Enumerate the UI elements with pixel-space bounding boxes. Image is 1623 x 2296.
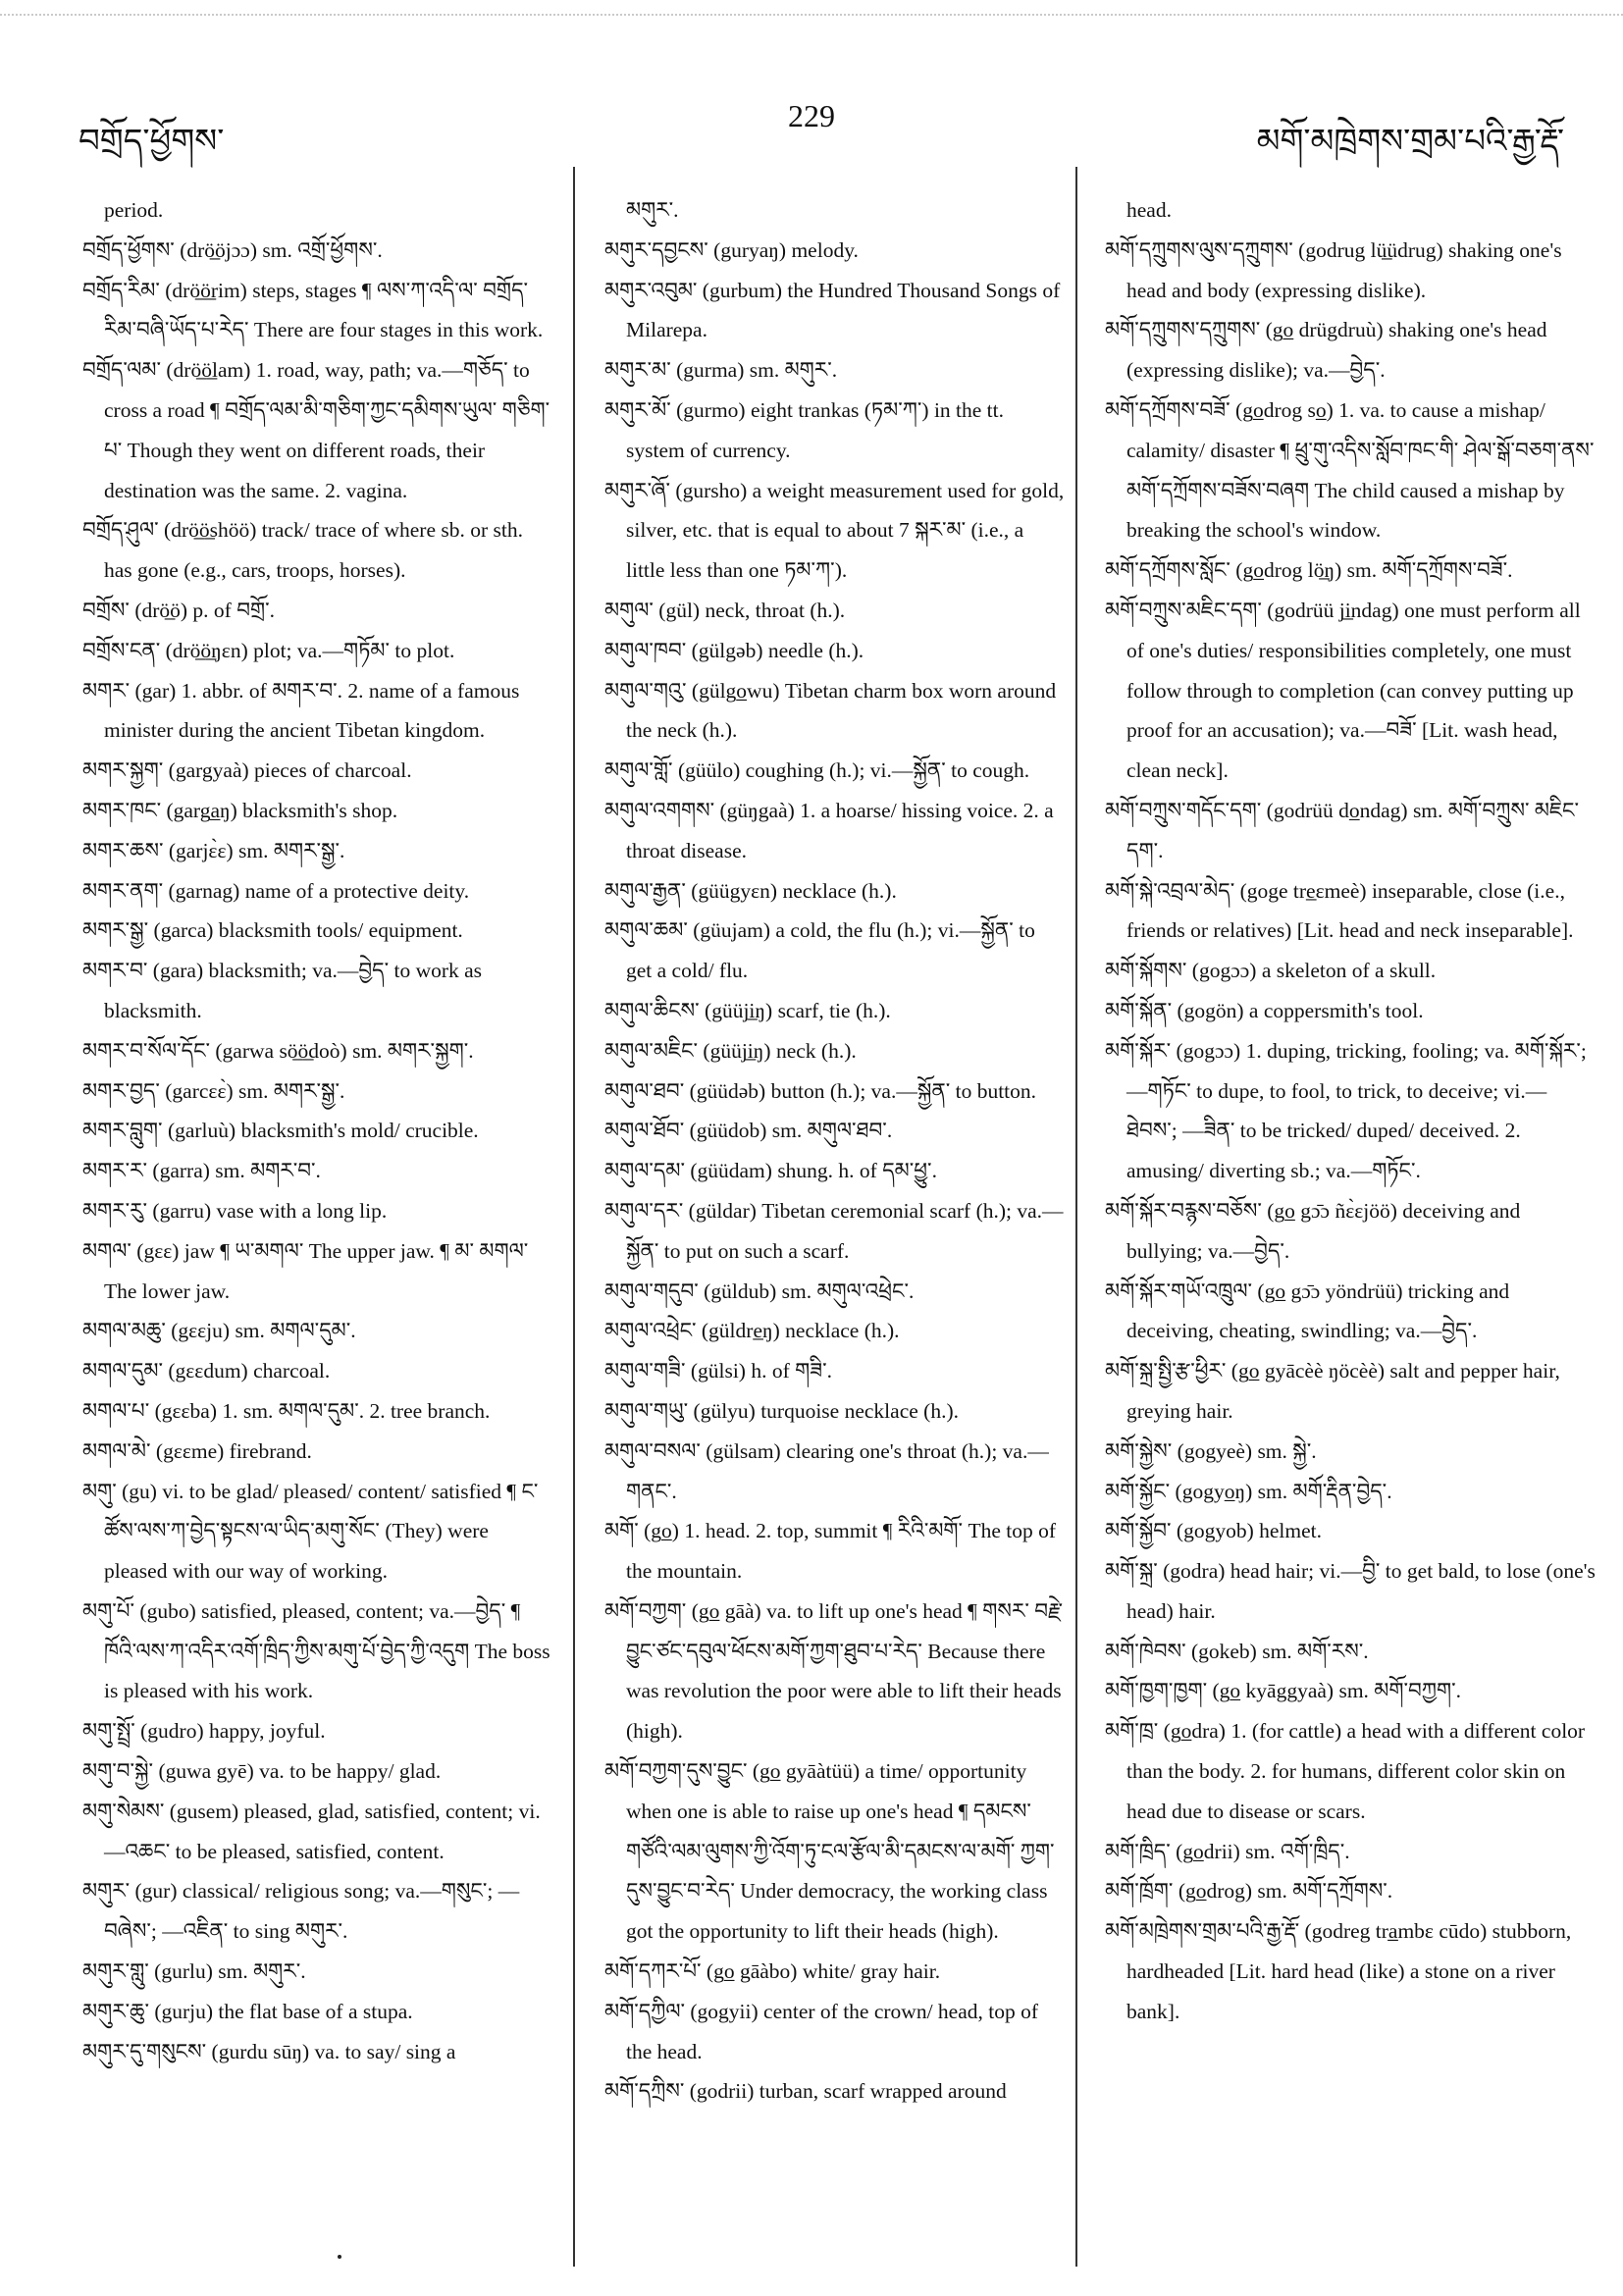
dictionary-entry: མགུལ་རྒྱན་ (güügyɛn) necklace (h.). [604, 878, 897, 903]
dictionary-entry: མགར་བ་ (gara) blacksmith; va.—བྱེད་ to work as blacksmith. [82, 959, 483, 1022]
dictionary-entry: མགར་སྐྱག་ (gargyaà) pieces of charcoal. [82, 758, 412, 783]
dictionary-entry: མགུར་དུ་གསུངས་ (gurdu sūŋ) va. to say/ sing a [82, 2039, 456, 2063]
dictionary-entry: མགོ་བཀྱག་ (go̲ gāà) va. to lift up one's head ¶ གསར་ བརྗེ་བྱུང་ཙང་དབུལ་ཕོངས་མགོ་ཀྱག་ཐུབ་པ་རེད་ Because there was revolution the poor were able to lift their heads (high). [604, 1598, 1064, 1744]
dictionary-entry: མགོ་ཁྱག་ཁྱག་ (go̲ kyāggyaà) sm. མགོ་བཀྱག་. [1105, 1679, 1461, 1703]
dictionary-entry: བགྲོད་ཕྱོགས་ (drö̲öjɔɔ) sm. འགྲོ་ཕྱོགས་. [82, 237, 383, 262]
dictionary-entry: མགལ་མཆུ་ (gɛɛju) sm. མགལ་དུམ་. [82, 1319, 356, 1343]
page-number: 229 [788, 98, 835, 133]
dictionary-entry: མགུལ་ཆམ་ (güujam) a cold, the flu (h.); vi.—སྐྱོན་ to get a cold/ flu. [604, 918, 1035, 983]
running-head-right: མགོ་མཁྲེགས་གྲམ་པའི་རྒྱ་རྡོ་ [1256, 124, 1564, 160]
scan-speck [338, 2255, 341, 2259]
dictionary-entry: མགལ་ (gɛɛ) jaw ¶ ཡ་མགལ་ The upper jaw. ¶ མ་ མགལ་ The lower jaw. [82, 1238, 529, 1303]
dictionary-entry: མགུལ་ (gül) neck, throat (h.). [604, 598, 846, 622]
dictionary-entry: མགོ་དཀྲིས་ (godrii) turban, scarf wrapped around [604, 2079, 1007, 2104]
dictionary-column-1 [82, 190, 553, 2071]
dictionary-entry: མགོ་བཀྲུས་གདོང་དག་ (godrüü do̲ndag) sm. མགོ་བཀྲུས་ མཇིང་དག་. [1105, 798, 1579, 862]
dictionary-entry: མགོ་དཀྲུགས་དཀྲུགས་ (go̲ drügdruù) shaking one's head (expressing dislike); va.—བྱེད་. [1105, 318, 1547, 383]
dictionary-entry: མགོ་སྐོགས་ (gogɔɔ) a skeleton of a skull. [1105, 959, 1437, 983]
dictionary-entry: མགུ་བ་སྐྱེ་ (guwa gyē) va. to be happy/ glad. [82, 1759, 442, 1784]
dictionary-entry: མགུར་ཆུ་ (gurju) the flat base of a stupa. [82, 1999, 413, 2023]
dictionary-entry: མགར་ནག་ (garnag) name of a protective deity. [82, 878, 470, 903]
entry-continuation: period. [104, 198, 164, 222]
dictionary-entry: མགུལ་འཕྲེང་ (güldre̲ŋ) necklace (h.). [604, 1319, 900, 1343]
dictionary-entry: མགུར་འབུམ་ (gurbum) the Hundred Thousand Songs of Milarepa. [604, 278, 1061, 342]
dictionary-entry: མགོ་དཀྲོགས་བཟོ་ (go̲drog so̲) 1. va. to cause a mishap/ calamity/ disaster ¶ ཕྲུ་གུ་འདིས་སློབ་ཁང་གི་ ཤེལ་སྒོ་བཅག་ནས་མགོ་དཀྲོགས་བཟོས་བཞག The child caused a mishap by breaking the school's window. [1105, 397, 1595, 543]
dictionary-entry: མགར་སྒྱ་ (garca) blacksmith tools/ equipment. [82, 918, 463, 943]
dictionary-entry: མགོ་ཁྲོག་ (go̲drog) sm. མགོ་དཀྲོགས་. [1105, 1879, 1393, 1904]
dictionary-entry: མགོ་བཀྱག་དུས་བྱུང་ (go̲ gyāàtüü) a time/ opportunity when one is able to raise up one's head ¶ དམངས་ གཙོའི་ལམ་ལུགས་ཀྱི་འོག་ཏུ་ངལ་རྩོལ་མི་དམངས་ལ་མགོ་ ཀྱག་དུས་བྱུང་བ་རེད་ Under democracy, the working class got the opportunity to lift their heads (high). [604, 1759, 1055, 1944]
dictionary-entry: མགུལ་ཐོབ་ (güüdob) sm. མགུལ་ཐབ་. [604, 1119, 893, 1143]
entry-continuation: head. [1126, 198, 1172, 222]
dictionary-entry: མགོ་སྐེ་འབྲལ་མེད་ (goge tre̲ɛmeè) inseparable, close (i.e., friends or relatives) [Lit. head and neck inseparable]. [1105, 878, 1574, 943]
dictionary-entry: མགུལ་གཡུ་ (gülyu) turquoise necklace (h.). [604, 1398, 959, 1423]
dictionary-entry: མགོ་སྐྱོབ་ (gogyob) helmet. [1105, 1519, 1323, 1543]
dictionary-entry: མགོ་སྐྱེས་ (gogyeè) sm. སྐྱེ་. [1105, 1438, 1317, 1463]
dictionary-entry: མགུར་མ་ (gurma) sm. མགུར་. [604, 358, 838, 383]
dictionary-entry: མགོ་སྐོར་ (gogɔɔ) 1. duping, tricking, fooling; va. མགོ་སྐོར་; —གཏོང་ to dupe, to fool, to trick, to deceive; vi.—ཐེབས་; —ཟིན་ to be tricked/ duped/ deceived. 2. amusing/ diverting sb.; va.—གཏོང་. [1105, 1038, 1587, 1183]
dictionary-entry: མགུལ་ཁབ་ (gülgəb) needle (h.). [604, 638, 864, 662]
column-divider [573, 167, 575, 2267]
dictionary-entry: མགར་ཁང་ (garga̲ŋ) blacksmith's shop. [82, 798, 398, 822]
dictionary-entry: བགྲོས་ (drö̲ö) p. of བགྲོ་. [82, 598, 276, 622]
dictionary-entry: མགུ་པོ་ (gubo) satisfied, pleased, content; va.—བྱེད་ ¶ ཁོའི་ལས་ཀ་འདིར་འགོ་ཁྲིད་ཀྱིས་མགུ་པོ་བྱེད་ཀྱི་འདུག The boss is pleased with his work. [82, 1598, 550, 1703]
dictionary-entry: མགོ་སྐོན་ (gogön) a coppersmith's tool. [1105, 998, 1424, 1022]
dictionary-column-3 [1105, 190, 1596, 2032]
dictionary-entry: མགོ་ཁྲ་ (go̲dra) 1. (for cattle) a head with a different color than the body. 2. for humans, different color skin on head due to disease or scars. [1105, 1719, 1586, 1823]
dictionary-entry: མགུལ་གའུ་ (gülgo̲wu) Tibetan charm box worn around the neck (h.). [604, 678, 1057, 743]
dictionary-entry: མགར་རུ་ (garru) vase with a long lip. [82, 1198, 388, 1223]
dictionary-entry: མགུ་ (gu) vi. to be glad/ pleased/ content/ satisfied ¶ ང་ཚོས་ལས་ཀ་བྱེད་སྟངས་ལ་ཡིད་མགུ་སོང་ (They) were pleased with our way of working. [82, 1479, 539, 1584]
column-divider [1075, 167, 1077, 2267]
dictionary-entry: མགུལ་གདུབ་ (güldub) sm. མགུལ་འཕྲེང་. [604, 1278, 915, 1303]
dictionary-entry: མགུལ་མཇིང་ (güüji̲ŋ) neck (h.). [604, 1038, 857, 1063]
dictionary-entry: མགར་བླུག་ (garluù) blacksmith's mold/ crucible. [82, 1119, 479, 1143]
dictionary-entry: མགོ་ (go̲) 1. head. 2. top, summit ¶ རིའི་མགོ་ The top of the mountain. [604, 1519, 1057, 1584]
entry-continuation: མགུར་. [626, 198, 679, 222]
dictionary-entry: མགོ་དཀར་པོ་ (go̲ gāàbo) white/ gray hair. [604, 1959, 941, 1984]
dictionary-entry: མགུལ་དམ་ (güüdam) shung. h. of དམ་ཕྱུ་. [604, 1159, 937, 1183]
dictionary-entry: མགུལ་དར་ (güldar) Tibetan ceremonial scarf (h.); va.—སྐྱོན་ to put on such a scarf. [604, 1198, 1064, 1263]
dictionary-entry: མགུར་ཞོ་ (gursho) a weight measurement used for gold, silver, etc. that is equal to about 7 སྐར་མ་ (i.e., a little less than one ཏམ་ཀ་). [604, 478, 1065, 583]
dictionary-entry: མགོ་སྐྲ་ (godra) head hair; vi.—བྱི་ to get bald, to lose (one's head) hair. [1105, 1559, 1596, 1623]
dictionary-entry: མགོ་སྐྲ་སྤྱི་རྩ་ཕྱིར་ (go̲ gyācèè ŋöcèè) salt and pepper hair, greying hair. [1105, 1359, 1560, 1423]
dictionary-entry: མགུལ་བསལ་ (gülsam) clearing one's throat (h.); va.—གནང་. [604, 1438, 1049, 1503]
dictionary-entry: མགོ་སྐོར་གཡོ་འཁྲུལ་ (go̲ gɔ̄ɔ yöndrüü) tricking and deceiving, cheating, swindling; va.—བྱེད་. [1105, 1278, 1510, 1343]
dictionary-entry: མགོ་ཁེབས་ (gokeb) sm. མགོ་རས་. [1105, 1639, 1369, 1663]
dictionary-entry: བགྲོད་ཤུལ་ (drö̲ö̲shöö) track/ trace of where sb. or sth. has gone (e.g., cars, troops, horses). [82, 518, 524, 583]
dictionary-entry: མགུལ་ཐབ་ (güüdəb) button (h.); va.—སྐྱོན་ to button. [604, 1078, 1037, 1103]
dictionary-entry: མགར་བྱད་ (garcɛɛ̀) sm. མགར་སྒྱ་. [82, 1078, 345, 1103]
dictionary-entry: མགར་ཆས་ (garjɛ̀ɛ) sm. མགར་སྒྱ་. [82, 838, 345, 862]
dictionary-entry: མགུལ་འགགས་ (güŋgaà) 1. a hoarse/ hissing voice. 2. a throat disease. [604, 798, 1054, 862]
dictionary-entry: མགུལ་གློ་ (güülo) coughing (h.); vi.—སྐྱོན་ to cough. [604, 758, 1030, 783]
dictionary-entry: བགྲོད་ལམ་ (drö̲ö̲lam) 1. road, way, path; va.—གཅོད་ to cross a road ¶ བགྲོད་ལམ་མི་གཅིག་ཀྱང་དམིགས་ཡུལ་ གཅིག་པ་ Though they went on different roads, their destination was the same. 2. vagina. [82, 358, 550, 502]
scan-top-edge [0, 0, 1623, 16]
dictionary-entry: མགོ་མཁྲེགས་གྲམ་པའི་རྒྱ་རྡོ་ (godreg tra̲mbɛ cūdo) stubborn, hardheaded [Lit. hard head (like) a stone on a river bank]. [1105, 1919, 1572, 2023]
dictionary-entry: མགར་ (gar) 1. abbr. of མགར་བ་. 2. name of a famous minister during the ancient Tibetan kingdom. [82, 678, 520, 743]
dictionary-entry: མགོ་སྐོར་བརྙས་བཅོས་ (go̲ gɔ̄ɔ ñɛ̀ɛjöö) deceiving and bullying; va.—བྱེད་. [1105, 1198, 1521, 1263]
dictionary-entry: མགལ་མེ་ (gɛɛme) firebrand. [82, 1438, 312, 1463]
dictionary-column-2 [604, 190, 1066, 2112]
dictionary-entry: མགུལ་ཆིངས་ (güüji̲ŋ) scarf, tie (h.). [604, 998, 891, 1022]
dictionary-entry: མགར་བ་སོལ་དོང་ (garwa sö̲ö̲doò) sm. མགར་སྐྱག་. [82, 1038, 474, 1063]
dictionary-entry: མགུ་སེམས་ (gusem) pleased, glad, satisfied, content; vi.—འཆང་ to be pleased, satisfied, content. [82, 1799, 541, 1863]
dictionary-entry: མགུར་དབྱངས་ (guryaŋ) melody. [604, 237, 859, 262]
dictionary-entry: མགོ་བཀྲུས་མཇིང་དག་ (godrüü ji̲ndag) one must perform all of one's duties/ responsibilities completely, one must follow through to completion (can convey putting up proof for an accusation); va.—བཟོ་ [Lit. wash head, clean neck]. [1105, 598, 1581, 783]
dictionary-entry: མགོ་དཀྱིལ་ (gogyii) center of the crown/ head, top of the head. [604, 1999, 1039, 2063]
dictionary-entry: མགུར་གླུ་ (gurlu) sm. མགུར་. [82, 1959, 306, 1984]
running-head-left: བགྲོད་ཕྱོགས་ [79, 124, 225, 160]
dictionary-entry: མགུར་མོ་ (gurmo) eight trankas (ཏམ་ཀ་) in the tt. system of currency. [604, 397, 1005, 462]
dictionary-entry: མགོ་ཁྲིད་ (go̲drii) sm. འགོ་ཁྲིད་. [1105, 1839, 1350, 1863]
dictionary-entry: མགོ་དཀྲུགས་ལུས་དཀྲུགས་ (godrug lü̲üdrug) shaking one's head and body (expressing dislike). [1105, 237, 1562, 302]
dictionary-entry: མགལ་པ་ (gɛɛba) 1. sm. མགལ་དུམ་. 2. tree branch. [82, 1398, 491, 1423]
dictionary-entry: མགུར་ (gur) classical/ religious song; va.—གསུང་; —བཞེས་; —འཇིན་ to sing མགུར་. [82, 1879, 520, 1944]
dictionary-entry: མགལ་དུམ་ (gɛɛdum) charcoal. [82, 1359, 331, 1383]
dictionary-entry: མགར་ར་ (garra) sm. མགར་བ་. [82, 1159, 321, 1183]
dictionary-entry: བགྲོད་རིམ་ (drö̲ö̲rim) steps, stages ¶ ལས་ཀ་འདི་ལ་ བགྲོད་རིམ་བཞི་ཡོད་པ་རེད་ There are four stages in this work. [82, 278, 544, 342]
dictionary-entry: མགུལ་གཟི་ (gülsi) h. of གཟི་. [604, 1359, 833, 1383]
dictionary-entry: མགོ་དཀྲོགས་སློང་ (go̲drog lö̲ŋ) sm. མགོ་དཀྲོགས་བཟོ་. [1105, 558, 1513, 583]
dictionary-entry: མགུ་སྤྲོ་ (gudro) happy, joyful. [82, 1719, 326, 1744]
dictionary-entry: བགྲོས་ངན་ (drö̲ö̲ŋɛn) plot; va.—གཏོམ་ to plot. [82, 638, 455, 662]
dictionary-entry: མགོ་སྐྱོང་ (gogyo̲ŋ) sm. མགོ་རྡིན་བྱེད་. [1105, 1479, 1392, 1503]
